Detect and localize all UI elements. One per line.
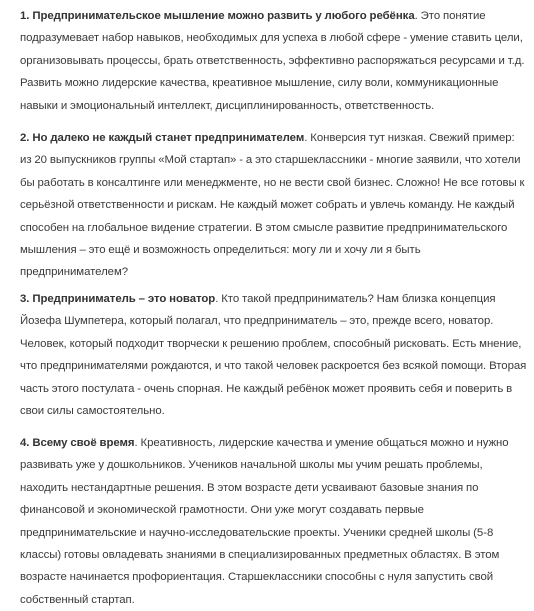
- paragraph-1-text: . Это понятие подразумевает набор навыков, необходимых для успеха в любой сфере - умение ставить цели, организовывать процессы, брать ответственность, эффективно распоряжаться ресурсами и т.д. Развить можно лидерские качества, креативное мышление, силу воли, коммуникационные навыки и эмоциональный интеллект, дисциплинированность, ответственность.: [20, 10, 525, 112]
- paragraph-3-text: . Кто такой предприниматель? Нам близка концепция Йозефа Шумпетера, который полагал, что предприниматель – это, прежде всего, новатор. Человек, который подходит творчески к решению проблем, способный рисковать. Есть мнение, что предпринимателями рождаются, и что такой человек раскроется без всякой помощи. Вторая часть этого постулата - очень спорная. Не каждый ребёнок может проявить себя и поверить в свои силы самостоятельно.: [20, 293, 527, 418]
- paragraph-1: [20, 5, 528, 117]
- paragraph-2: [20, 127, 528, 284]
- paragraph-2-text: . Конверсия тут низкая. Свежий пример: из 20 выпускников группы «Мой стартап» - а это старшеклассники - многие заявили, что хотели бы работать в консалтинге или менеджменте, но не вести свой бизнес. Сложно! Не все готовы к серьёзной ответственности и рискам. Не каждый может собрать и увлечь команду. Не каждый способен на глобальное видение стратегии. В этом смысле развитие предпринимательского мышления – это ещё и возможность определиться: могу ли и хочу ли я быть предпринимателем?: [20, 132, 525, 279]
- paragraph-4-lead: 4. Всему своё время: [20, 437, 135, 449]
- paragraph-2-lead: 2. Но далеко не каждый станет предпринимателем: [20, 132, 305, 144]
- paragraph-3-lead: 3. Предприниматель – это новатор: [20, 293, 216, 305]
- paragraph-3: [20, 288, 528, 422]
- paragraph-1-lead: 1. Предпринимательское мышление можно развить у любого ребёнка: [20, 10, 415, 22]
- paragraph-4: [20, 432, 528, 611]
- paragraph-4-text: . Креативность, лидерские качества и умение общаться можно и нужно развивать уже у дошкольников. Учеников начальной школы мы учим решать проблемы, находить нестандартные решения. В этом возрасте дети усваивают базовые знания по финансовой и экономической грамотности. Они уже могут создавать первые предпринимательские и научно-исследовательские проекты. Ученики средней школы (5-8 классы) готовы овладевать знаниями в специализированных предметных областях. В этом возрасте начинается профориентация. Старшеклассники способны с нуля запустить свой собственный стартап.: [20, 437, 509, 606]
